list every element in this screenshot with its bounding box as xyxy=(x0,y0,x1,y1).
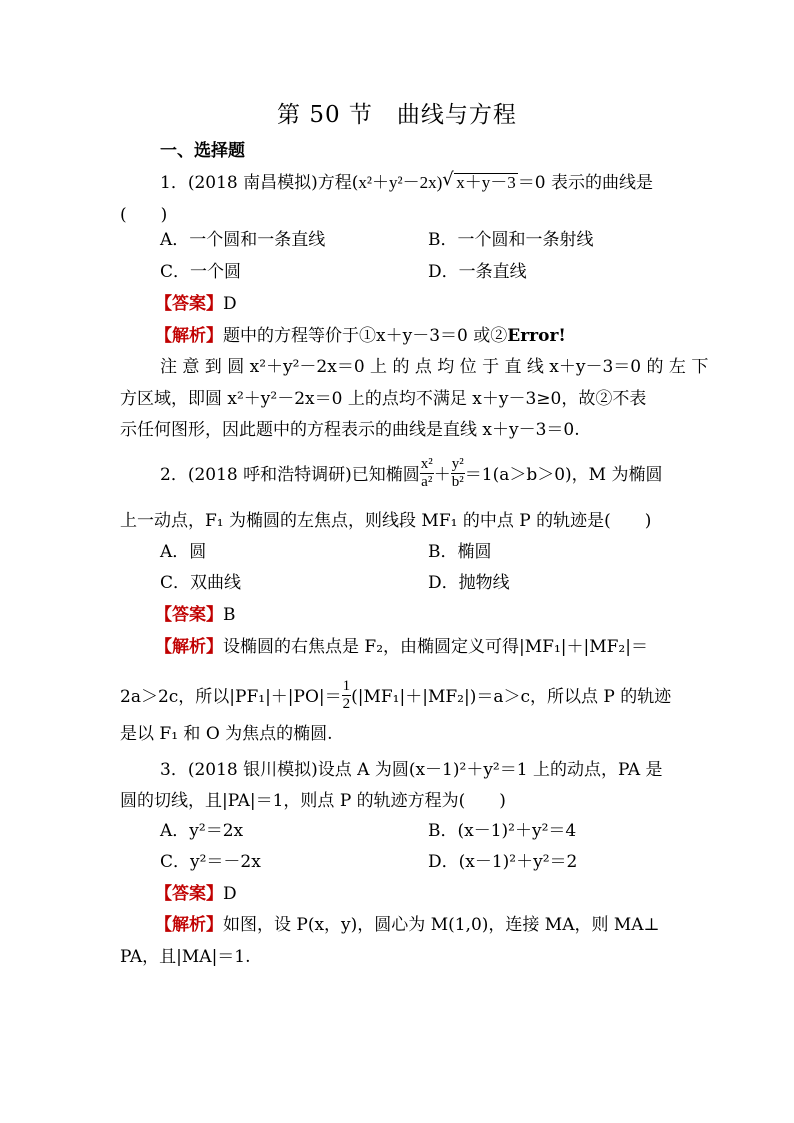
q1-option-b: B．一个圆和一条射线 xyxy=(428,230,594,250)
q2-option-c: C．双曲线 xyxy=(160,573,242,593)
q2-analysis-line2b: (|MF₁|＋|MF₂|)＝a＞c，所以点 P 的轨迹 xyxy=(351,687,672,707)
q1-stem-suffix: ＝0 表示的曲线是 xyxy=(517,173,653,193)
analysis-tag: 【解析】 xyxy=(155,326,223,346)
q2-option-a: A．圆 xyxy=(160,542,207,562)
q3-answer-value: D xyxy=(223,884,237,904)
q2-answer xyxy=(155,604,236,626)
q1-stem-mid: x²＋y²－2x) xyxy=(358,173,443,192)
section-heading: 一、选择题 xyxy=(160,141,245,161)
answer-tag: 【答案】 xyxy=(155,605,223,625)
q2-frac1-num: x² xyxy=(420,456,433,472)
q2-half-fraction xyxy=(342,678,352,713)
q2-half-num: 1 xyxy=(342,678,351,694)
q3-analysis xyxy=(155,914,660,936)
answer-tag: 【答案】 xyxy=(155,294,223,314)
q1-option-a: A．一个圆和一条直线 xyxy=(160,230,326,250)
sqrt-icon: √ xyxy=(442,169,454,190)
q1-radicand: x＋y－3 xyxy=(456,173,516,192)
q1-analysis xyxy=(155,325,566,347)
q2-fraction-x xyxy=(420,456,434,491)
q1-option-d: D．一条直线 xyxy=(428,262,527,282)
q2-half-den: 2 xyxy=(342,696,351,712)
q1-analysis-error: Error! xyxy=(507,326,566,346)
q1-analysis-line4: 示任何图形，因此题中的方程表示的曲线是直线 x＋y－3＝0. xyxy=(120,420,580,440)
q1-paren: ( ) xyxy=(120,205,168,225)
q1-answer xyxy=(155,293,237,315)
q3-analysis-line2: PA，且|MA|＝1. xyxy=(120,947,251,967)
analysis-tag: 【解析】 xyxy=(155,915,223,935)
q3-analysis-line1: 如图，设 P(x，y)，圆心为 M(1,0)，连接 MA，则 MA⊥ xyxy=(223,915,660,935)
q2-stem-line2: 上一动点，F₁ 为椭圆的左焦点，则线段 MF₁ 的中点 P 的轨迹是( ) xyxy=(120,511,652,531)
q2-analysis-line1: 设椭圆的右焦点是 F₂，由椭圆定义可得|MF₁|＋|MF₂|＝ xyxy=(223,637,648,657)
q2-frac2-den: b² xyxy=(451,474,464,490)
q1-option-c: C．一个圆 xyxy=(160,262,242,282)
q1-answer-value: D xyxy=(223,294,237,314)
q1-sqrt xyxy=(442,169,518,194)
q3-option-c: C．y²＝－2x xyxy=(160,852,261,872)
q2-option-b: B．椭圆 xyxy=(428,542,492,562)
q2-analysis-line3: 是以 F₁ 和 O 为焦点的椭圆. xyxy=(120,724,333,744)
q2-frac2-num: y² xyxy=(451,456,464,472)
q2-stem xyxy=(160,458,662,493)
q3-option-a: A．y²＝2x xyxy=(160,821,244,841)
q2-plus: ＋ xyxy=(433,465,451,485)
answer-tag: 【答案】 xyxy=(155,884,223,904)
q1-analysis-line1: 题中的方程等价于①x＋y－3＝0 或② xyxy=(223,326,508,346)
q1-analysis-line3: 方区域，即圆 x²＋y²－2x＝0 上的点均不满足 x＋y－3≥0，故②不表 xyxy=(120,389,647,409)
q2-stem-prefix: 2．(2018 呼和浩特调研)已知椭圆 xyxy=(160,465,420,485)
analysis-tag: 【解析】 xyxy=(155,637,223,657)
q3-stem-line2: 圆的切线，且|PA|＝1，则点 P 的轨迹方程为( ) xyxy=(120,791,506,811)
q3-stem-line1: 3．(2018 银川模拟)设点 A 为圆(x－1)²＋y²＝1 上的动点，PA 是 xyxy=(160,760,663,780)
q2-answer-value: B xyxy=(223,605,236,625)
q2-frac1-den: a² xyxy=(421,474,433,490)
q1-stem-prefix: 1．(2018 南昌模拟)方程( xyxy=(160,173,359,193)
q2-fraction-y xyxy=(451,456,465,491)
q3-option-d: D．(x－1)²＋y²＝2 xyxy=(428,852,578,872)
q2-analysis-line2 xyxy=(120,680,671,715)
q2-stem-suffix: ＝1(a＞b＞0)，M 为椭圆 xyxy=(464,465,663,485)
q1-stem xyxy=(160,169,653,194)
q2-analysis xyxy=(155,636,648,658)
q1-analysis-line2: 注 意 到 圆 x²＋y²－2x＝0 上 的 点 均 位 于 直 线 x＋y－3＝0 的 左 下 xyxy=(160,357,709,377)
q3-option-b: B．(x－1)²＋y²＝4 xyxy=(428,821,577,841)
q3-answer xyxy=(155,883,237,905)
q2-option-d: D．抛物线 xyxy=(428,573,510,593)
page-title: 第 50 节 曲线与方程 xyxy=(277,102,517,128)
q2-analysis-line2a: 2a＞2c，所以|PF₁|＋|PO|＝ xyxy=(120,687,342,707)
